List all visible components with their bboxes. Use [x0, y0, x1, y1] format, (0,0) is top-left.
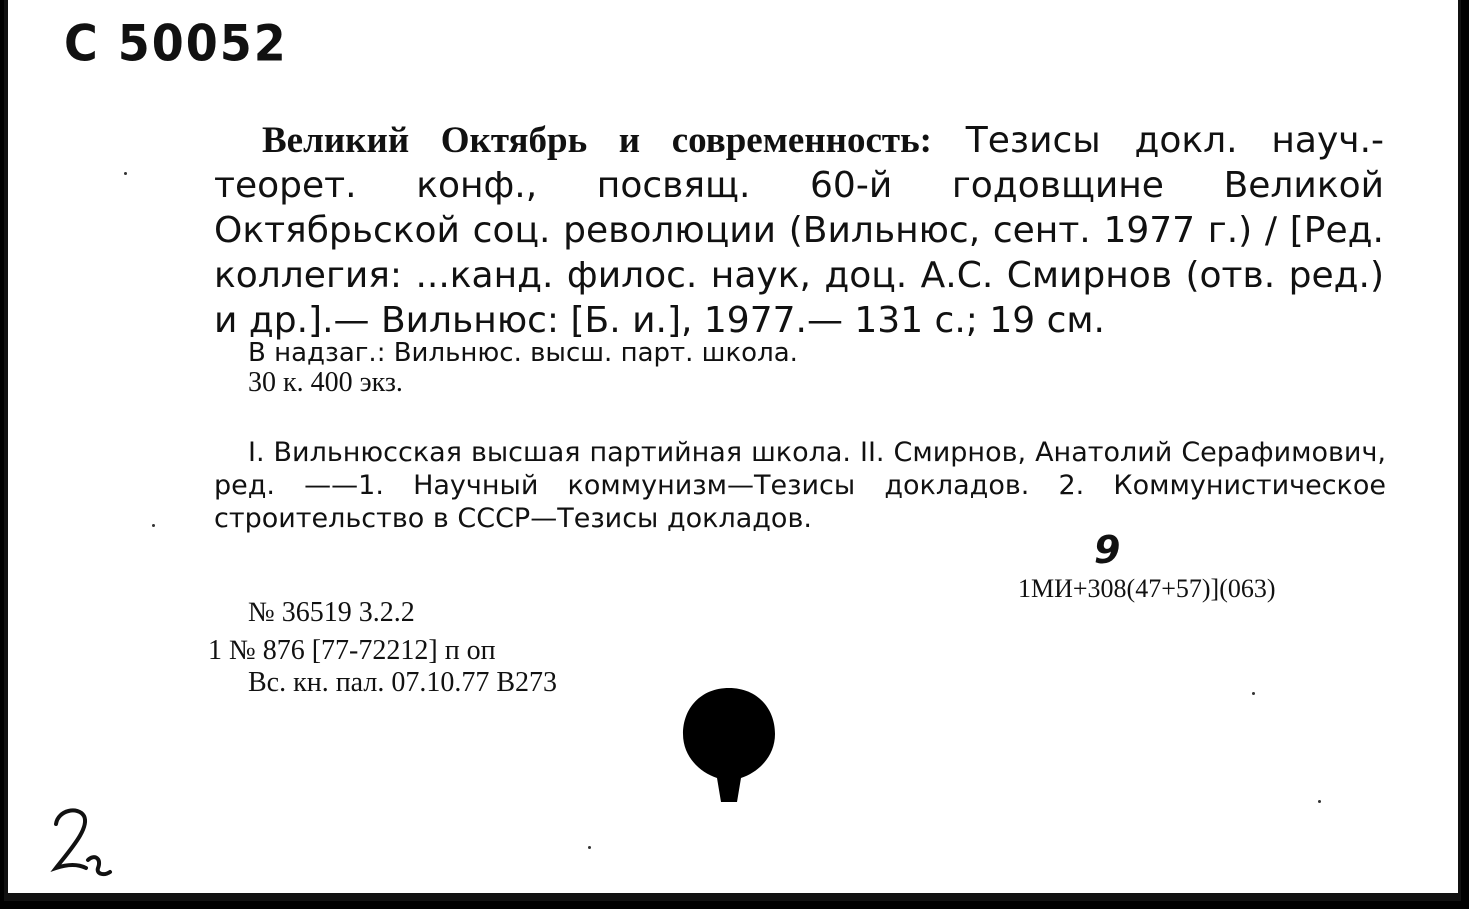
- card-stamp-number: C 50052: [64, 14, 288, 73]
- tracing-text: I. Вильнюсская высшая партийная школа. II. Смирнов, Анатолий Серафимович, ред. ——1. Научный коммунизм—Тезисы докладов. 2. Коммунистическое строительство в СССР—Тезисы докладов.: [214, 437, 1386, 534]
- paper-speck: [152, 524, 155, 527]
- paper-speck: [1318, 800, 1321, 803]
- bibliographic-entry: [214, 118, 1384, 343]
- book-chamber-record: Вс. кн. пал. 07.10.77 В273: [248, 667, 557, 698]
- catalog-card: [4, 0, 1461, 901]
- paper-speck: [588, 846, 591, 849]
- note-price-copies: 30 к. 400 экз.: [248, 367, 403, 398]
- handwritten-number-2-icon: [48, 789, 122, 882]
- registry-number: № 36519 3.2.2: [248, 597, 415, 628]
- entry-title: Великий Октябрь и современность:: [262, 120, 932, 161]
- subject-tracing: [214, 436, 1386, 535]
- handwritten-class-mark: 9: [1094, 528, 1121, 572]
- handwritten-number-text: 2: [48, 789, 56, 806]
- note-heading-source: В надзаг.: Вильнюс. высш. парт. школа.: [248, 338, 798, 368]
- udc-classification: 1МИ+308(47+57)](063): [1018, 574, 1276, 603]
- paper-speck: [124, 172, 127, 175]
- registry-order-number: 1 № 876 [77-72212] п оп: [208, 635, 496, 666]
- punch-hole-icon: [681, 686, 777, 804]
- entry-description: Тезисы докл. науч.-теорет. конф., посвящ. 60-й годовщине Великой Октябрьской соц. революции (Вильнюс, сент. 1977 г.) / [Ред. коллегия: ...канд. филос. наук, доц. А.С. Смирнов (отв. ред.) и др.].— Вильнюс: [Б. и.], 1977.— 131 с.; 19 см.: [214, 120, 1384, 341]
- paper-speck: [1252, 692, 1255, 695]
